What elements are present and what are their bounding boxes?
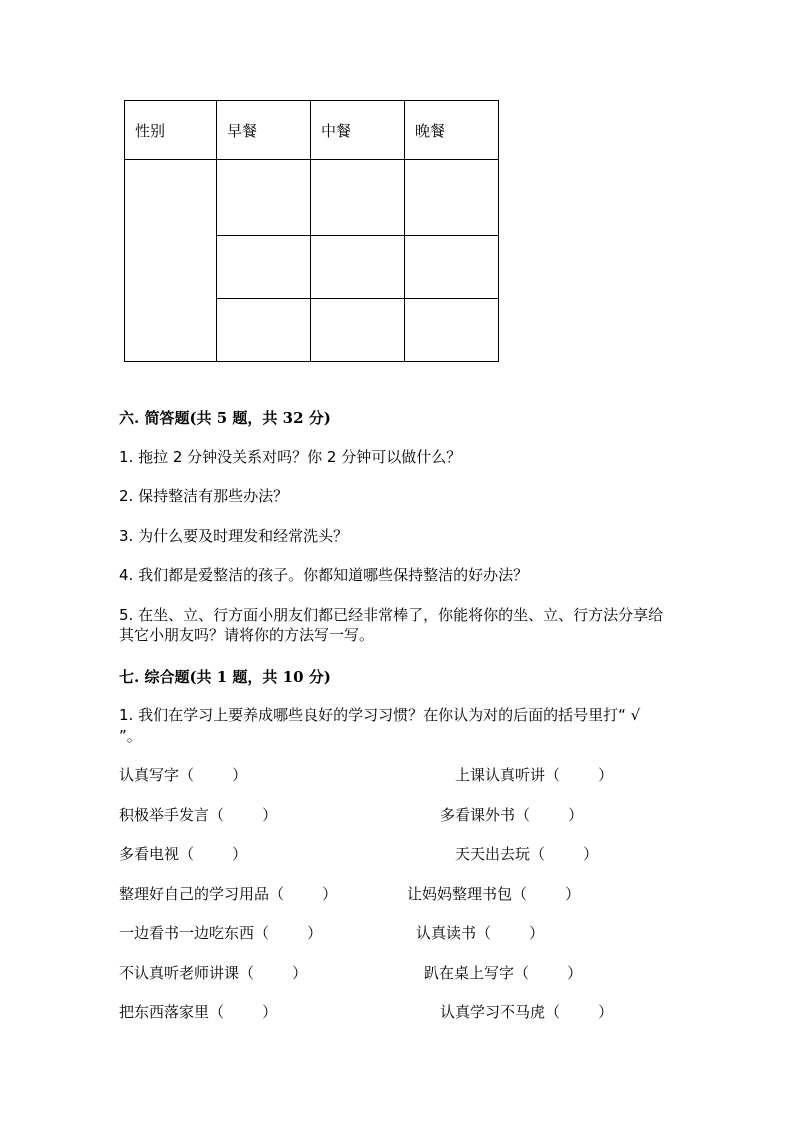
- habit-item-left[interactable]: 多看电视（ ）: [119, 845, 248, 863]
- section7-question: 1. 我们在学习上要养成哪些良好的学习习惯？在你认为对的后面的括号里打“ √ ”。: [119, 706, 641, 745]
- table-row: [125, 160, 499, 236]
- table-cell[interactable]: [217, 236, 311, 299]
- habit-item-right[interactable]: 认真读书（ ）: [416, 924, 545, 942]
- table-header-row: [125, 101, 499, 160]
- habit-item-right[interactable]: 趴在桌上写字（ ）: [424, 964, 583, 982]
- question-2: 2. 保持整洁有那些办法？: [119, 487, 289, 505]
- habit-item-right[interactable]: 上课认真听讲（ ）: [455, 766, 614, 784]
- header-dinner: 晚餐: [405, 101, 499, 160]
- habit-item-left[interactable]: 认真写字（ ）: [119, 766, 248, 784]
- table-cell[interactable]: [217, 299, 311, 362]
- header-lunch: 中餐: [311, 101, 405, 160]
- header-breakfast: 早餐: [217, 101, 311, 160]
- table-cell[interactable]: [311, 299, 405, 362]
- table-cell[interactable]: [405, 299, 499, 362]
- habit-item-left[interactable]: 一边看书一边吃东西（ ）: [119, 924, 323, 942]
- habit-item-right[interactable]: 认真学习不马虎（ ）: [440, 1003, 614, 1021]
- question-5: 5. 在坐、立、行方面小朋友们都已经非常棒了，你能将你的坐、立、行方法分享给其它小朋友吗？请将你的方法写一写。: [119, 606, 664, 644]
- habit-item-right[interactable]: 多看课外书（ ）: [440, 806, 584, 824]
- habit-item-left[interactable]: 积极举手发言（ ）: [119, 806, 278, 824]
- header-gender: 性别: [125, 101, 217, 160]
- section6-title: 六. 简答题(共 5 题，共 32 分): [119, 409, 331, 427]
- habit-item-left[interactable]: 整理好自己的学习用品（ ）: [119, 885, 338, 903]
- question-1: 1. 拖拉 2 分钟没关系对吗？你 2 分钟可以做什么？: [119, 448, 462, 466]
- habit-item-left[interactable]: 不认真听老师讲课（ ）: [119, 964, 308, 982]
- question-4: 4. 我们都是爱整洁的孩子。你都知道哪些保持整洁的好办法？: [119, 566, 529, 584]
- table-cell[interactable]: [311, 236, 405, 299]
- habit-item-right[interactable]: 让妈妈整理书包（ ）: [407, 885, 581, 903]
- question-3: 3. 为什么要及时理发和经常洗头？: [119, 527, 349, 545]
- table-cell[interactable]: [405, 160, 499, 236]
- habit-item-left[interactable]: 把东西落家里（ ）: [119, 1003, 278, 1021]
- table-cell-gender[interactable]: [125, 160, 217, 362]
- table-cell[interactable]: [311, 160, 405, 236]
- table-cell[interactable]: [217, 160, 311, 236]
- table-cell[interactable]: [405, 236, 499, 299]
- meal-table: [124, 100, 499, 362]
- section7-title: 七. 综合题(共 1 题，共 10 分): [119, 668, 331, 686]
- habit-item-right[interactable]: 天天出去玩（ ）: [455, 845, 599, 863]
